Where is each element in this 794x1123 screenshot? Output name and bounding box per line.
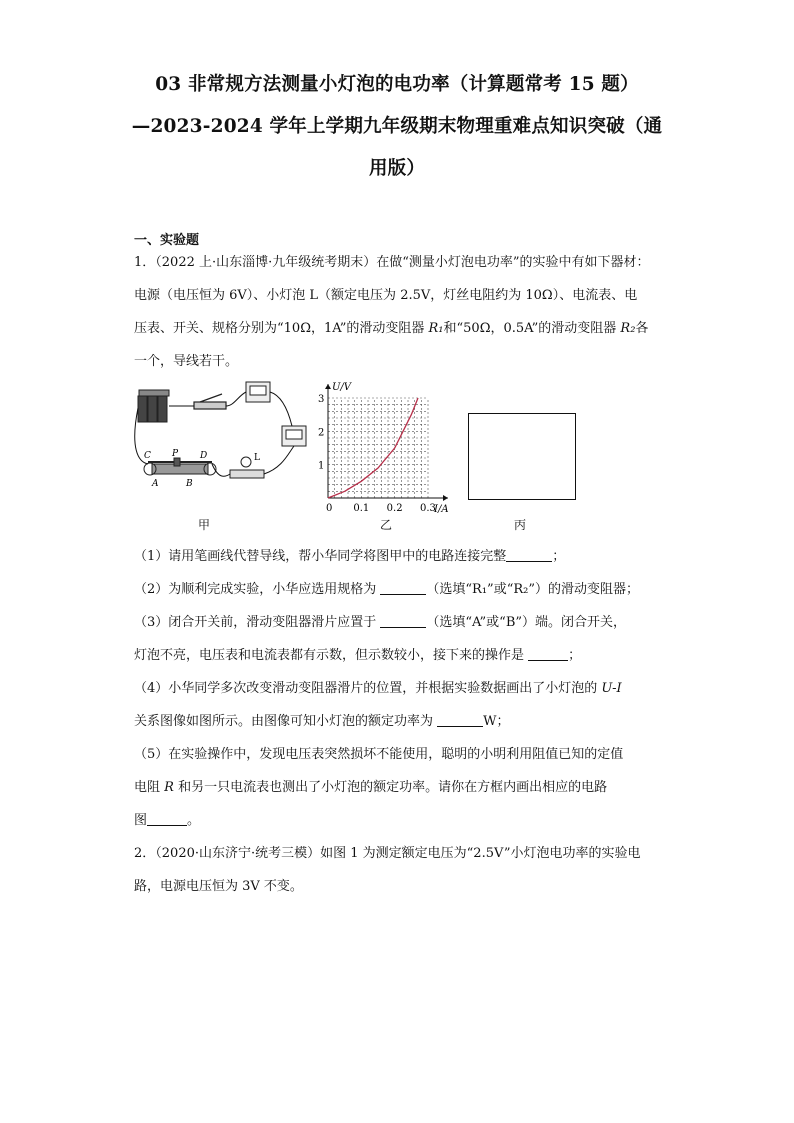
label-bing: 丙 — [514, 518, 527, 532]
label-p: P — [172, 449, 179, 459]
q1-part-3: （3）闭合开关前，滑动变阻器滑片应置于 （选填“A”或“B”）端。闭合开关， — [134, 615, 627, 630]
q1-line-2: 电源（电压恒为 6V）、小灯泡 L（额定电压为 2.5V，灯丝电阻约为 10Ω）、电流表、电 — [134, 288, 638, 303]
y-axis-label: U/V — [332, 382, 352, 393]
x-tick-label: 0.3 — [420, 503, 436, 514]
y-tick-label: 2 — [318, 427, 325, 439]
q1-part-5-cont: 电阻 R 和另一只电流表也测出了小灯泡的额定功率。请你在方框内画出相应的电路 — [134, 780, 608, 795]
question-1-parts — [134, 540, 666, 903]
section-heading: 一、实验题 — [134, 233, 200, 248]
x-axis-arrow — [443, 495, 448, 501]
answer-box — [468, 413, 576, 500]
y-tick-label: 1 — [318, 460, 325, 472]
title-line-2: —2023-2024 学年上学期九年级期末物理重难点知识突破（通 — [131, 116, 663, 137]
circuit-figure — [134, 378, 314, 498]
label-l: L — [254, 453, 260, 463]
q1-line-4: 一个，导线若干。 — [134, 354, 239, 369]
q1-line-3: 压表、开关、规格分别为“10Ω，1A”的滑动变阻器 R₁和“50Ω，0.5A”的滑动变阻器 R₂各 — [134, 321, 649, 336]
x-tick-label: 0 — [326, 503, 333, 514]
answer-blank[interactable] — [380, 580, 426, 595]
label-jia: 甲 — [198, 518, 211, 532]
question-1-intro — [134, 246, 666, 378]
y-tick-label: 3 — [318, 394, 325, 405]
q1-part-2: （2）为顺利完成实验，小华应选用规格为 （选填“R₁”或“R₂”）的滑动变阻器； — [134, 582, 639, 597]
ammeter — [246, 382, 270, 402]
q1-part-3-cont: 灯泡不亮，电压表和电流表都有示数，但示数较小，接下来的操作是 ； — [134, 648, 582, 663]
q1-part-5-end: 图 。 — [134, 813, 201, 828]
voltmeter — [282, 426, 306, 446]
label-yi: 乙 — [380, 518, 393, 532]
battery-pack — [138, 390, 169, 422]
page-title — [60, 64, 734, 190]
answer-blank[interactable] — [147, 811, 187, 826]
title-line-1: 03 非常规方法测量小灯泡的电功率（计算题常考 15 题） — [155, 74, 639, 95]
q1-part-1: （1）请用笔画线代替导线，帮小华同学将图甲中的电路连接完整 ； — [134, 549, 566, 564]
answer-blank[interactable] — [506, 547, 552, 562]
q1-part-5: （5）在实验操作中，发现电压表突然损坏不能使用，聪明的小明利用阻值已知的定值 — [134, 747, 624, 762]
x-tick-label: 0.2 — [386, 503, 403, 514]
figure-row — [134, 378, 594, 538]
title-line-3: 用版） — [368, 158, 426, 179]
q1-part-4-cont: 关系图像如图所示。由图像可知小灯泡的额定功率为 W； — [134, 714, 510, 729]
q1-part-4: （4）小华同学多次改变滑动变阻器滑片的位置，并根据实验数据画出了小灯泡的 U-I — [134, 681, 622, 696]
answer-blank[interactable] — [528, 646, 568, 661]
y-axis-arrow — [325, 384, 331, 389]
label-a: A — [152, 479, 159, 489]
ui-chart — [312, 378, 462, 518]
label-b: B — [186, 479, 193, 489]
x-axis-label: I/A — [434, 504, 449, 515]
answer-blank[interactable] — [380, 613, 426, 628]
switch — [194, 394, 226, 409]
q2-line-2: 路，电源电压恒为 3V 不变。 — [134, 879, 303, 894]
label-c: C — [144, 451, 151, 461]
label-d: D — [200, 451, 208, 461]
answer-blank[interactable] — [437, 712, 483, 727]
q2-line-1: 2．（2020·山东济宁·统考三模）如图 1 为测定额定电压为“2.5V”小灯泡电功率的实验电 — [134, 846, 641, 861]
x-tick-label: 0.1 — [353, 503, 370, 514]
q1-line-1: 1．（2022 上·山东淄博·九年级统考期末）在做“测量小灯泡电功率”的实验中有如下器材： — [134, 255, 650, 270]
